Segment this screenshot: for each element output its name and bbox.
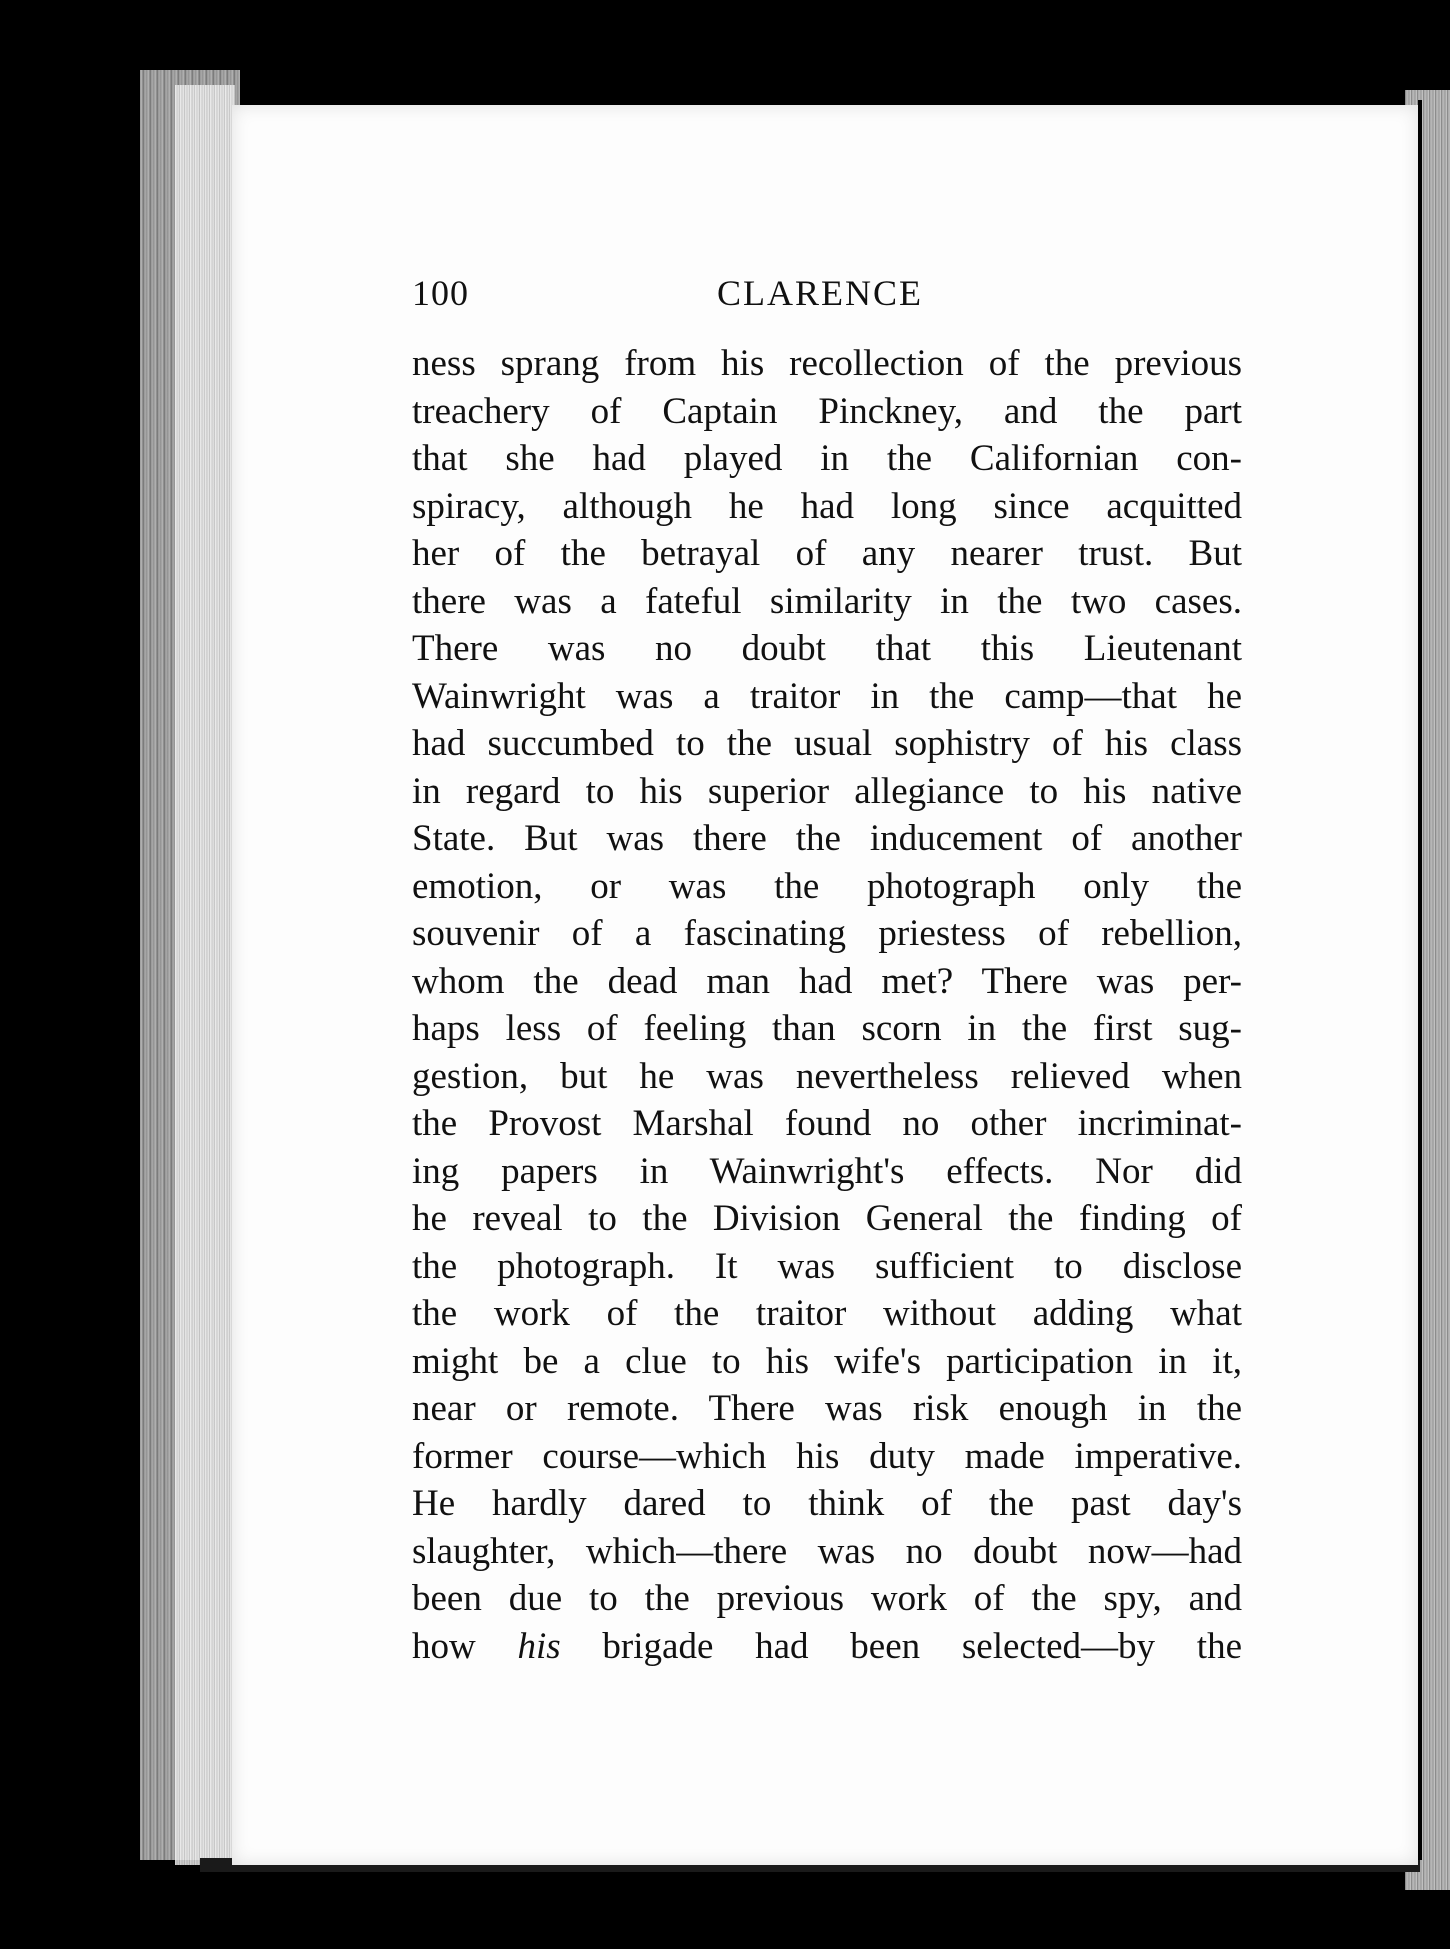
text-line: had succumbed to the usual sophistry of his class: [412, 723, 1242, 764]
text-line: there was a fateful similarity in the two cases.: [412, 580, 1242, 622]
text-line: spiracy, although he had long since acquitted: [412, 485, 1242, 527]
text-line: near or remote. There was risk enough in the: [412, 1388, 1242, 1429]
text-line: slaughter, which—there was no doubt now—had: [412, 1530, 1242, 1572]
right-page-rule: [1418, 100, 1422, 1860]
text-line: gestion, but he was nevertheless relieved when: [412, 1055, 1242, 1097]
text-line: the work of the traitor without adding what: [412, 1293, 1242, 1334]
text-line-last: [412, 1623, 1242, 1671]
text-line: whom the dead man had met? There was per-: [412, 960, 1242, 1002]
text-line: former course—which his duty made imperative.: [412, 1435, 1242, 1477]
left-page-edges-inner: [175, 85, 235, 1865]
text-line: in regard to his superior allegiance to his native: [412, 770, 1242, 812]
page-header: [412, 272, 932, 322]
text-line: haps less of feeling than scorn in the first sug-: [412, 1008, 1242, 1049]
italic-word: his: [517, 1625, 561, 1667]
text-line: he reveal to the Division General the finding of: [412, 1198, 1242, 1239]
text-line: ness sprang from his recollection of the previous: [412, 343, 1242, 384]
text-line: emotion, or was the photograph only the: [412, 865, 1242, 907]
text-line: her of the betrayal of any nearer trust. But: [412, 533, 1242, 574]
text-segment: brigade had been selected—by the: [560, 1625, 1242, 1667]
text-line: State. But was there the inducement of another: [412, 818, 1242, 859]
text-line: treachery of Captain Pinckney, and the part: [412, 390, 1242, 432]
text-line: He hardly dared to think of the past day's: [412, 1483, 1242, 1524]
text-line: There was no doubt that this Lieutenant: [412, 628, 1242, 669]
text-line: that she had played in the Californian con-: [412, 438, 1242, 479]
running-head: CLARENCE: [717, 273, 924, 313]
text-line: been due to the previous work of the spy, and: [412, 1578, 1242, 1619]
body-text: [412, 340, 1242, 1670]
text-line: souvenir of a fascinating priestess of rebellion,: [412, 913, 1242, 954]
text-line: Wainwright was a traitor in the camp—that he: [412, 675, 1242, 717]
text-line: ing papers in Wainwright's effects. Nor did: [412, 1150, 1242, 1192]
page-number: 100: [412, 273, 469, 313]
text-line: might be a clue to his wife's participation in it,: [412, 1340, 1242, 1382]
text-line: the Provost Marshal found no other incriminat-: [412, 1103, 1242, 1144]
text-line: the photograph. It was sufficient to disclose: [412, 1245, 1242, 1287]
text-segment: how: [412, 1625, 518, 1667]
